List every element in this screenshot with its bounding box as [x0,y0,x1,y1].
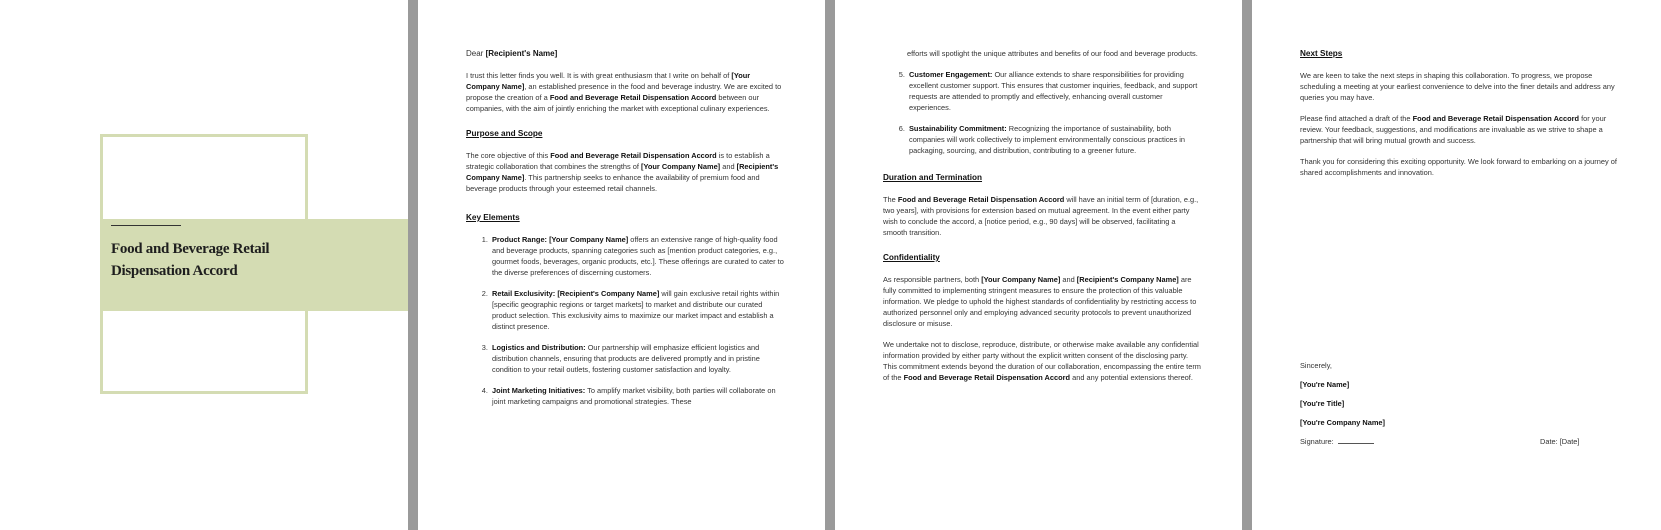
accord-name: Food and Beverage Retail Dispensation Accord [897,195,1065,204]
item-text: To amplify market visibility, both parties will collaborate on joint marketing campaigns and promotional strategies. These [492,386,776,406]
key-elements-heading: Key Elements [466,213,520,222]
duration-heading: Duration and Termination [883,173,983,182]
signature-row [1300,436,1618,447]
next-text-2b: for your review. Your feedback, suggestions, and modifications are invaluable as we strive to shape a partnership that will bring mutual growth and success. [1300,114,1607,145]
item-label: Retail Exclusivity: [492,289,556,298]
purpose-text-4: . This partnership seeks to enhance the availability of premium food and beverage products through your esteemed retail channels. [466,173,760,193]
confidentiality-paragraph-1 [883,274,1201,329]
page-3 [835,0,1242,530]
list-item [907,123,1201,156]
intro-text-3: between our companies, with the aim of jointly enriching the market with exceptional culinary experiences. [466,93,770,113]
recipient-company-placeholder: [Recipient's Company Name] [466,162,779,182]
cover-title: Food and Beverage Retail Dispensation Accord [111,241,270,279]
purpose-heading: Purpose and Scope [466,129,543,138]
duration-paragraph [883,194,1201,238]
conf-text-1: As responsible partners, both [883,275,980,284]
your-company-placeholder: [Your Company Name] [641,162,721,171]
purpose-text-2: is to establish a strategic collaboration that combines the strengths of [466,151,770,171]
accord-name: Food and Beverage Retail Dispensation Accord [550,151,717,160]
your-company-placeholder: [Your Company Name] [549,235,629,244]
key-elements-list [466,234,784,407]
your-company-placeholder: [Your Company Name] [466,71,751,91]
recipient-name: [Recipient's Name] [485,49,558,58]
conf-text-5: and any potential extensions thereof. [1072,373,1193,382]
confidentiality-paragraph-2 [883,339,1201,383]
recipient-company-placeholder: [Recipient's Company Name] [1076,275,1179,284]
intro-text-2: , an established presence in the food and beverage industry. We are excited to propose the creation of a [466,82,782,102]
list-item [490,342,784,375]
page-cover [0,0,408,530]
signer-title: [You're Title] [1300,399,1345,408]
list-item [490,385,784,407]
item-text: offers an extensive range of high-quality food and beverage products, spanning categories such as [mention product categories, e.g., gourmet foods, beverages, organic products, etc.]. These offerings are curated to cater to the diverse preferences of discerning customers. [492,235,784,277]
signature-line [1338,443,1374,444]
item-text: will gain exclusive retail rights within [specific geographic regions or target markets] to market and distribute our curated product selection. This exclusivity aims to maximize our market impact and establish a distinct presence. [492,289,780,331]
page-2 [418,0,825,530]
salutation [466,48,784,59]
sincerely: Sincerely, [1300,361,1332,370]
key-elements-list-continued [883,69,1201,156]
accord-name: Food and Beverage Retail Dispensation Accord [903,373,1071,382]
list-item [907,69,1201,113]
intro-text-1: I trust this letter finds you well. It is with great enthusiasm that I write on behalf of [466,71,730,80]
date-label: Date: [Date] [1540,437,1580,446]
list-continuation: efforts will spotlight the unique attributes and benefits of our food and beverage products. [907,49,1198,58]
cover-title-band [100,219,408,311]
next-steps-heading: Next Steps [1300,49,1343,58]
page-3-body [883,48,1201,393]
next-steps-paragraph-3: Thank you for considering this exciting opportunity. We look forward to embarking on a journey of shared accomplishments and innovation. [1300,157,1617,177]
item-label: Logistics and Distribution: [492,343,586,352]
next-text-2a: Please find attached a draft of the [1300,114,1411,123]
page-2-body [466,48,784,417]
item-label: Customer Engagement: [909,70,993,79]
accord-name: Food and Beverage Retail Dispensation Accord [549,93,717,102]
item-text: Our alliance extends to share responsibilities for providing excellent customer support. This ensures that customer inquiries, feedback, and support requests are attended to promptly and effectively, enhancing overall customer experiences. [909,70,1198,112]
purpose-text-3: and [722,162,735,171]
item-text: Our partnership will emphasize efficient logistics and distribution channels, ensuring that products are delivered promptly and in pristine condition to your retail outlets, fostering customer satisfaction and loyalty. [492,343,760,374]
item-label: Joint Marketing Initiatives: [492,386,586,395]
page-4 [1252,0,1661,530]
cover-rule [111,225,181,226]
signer-company: [You're Company Name] [1300,418,1385,427]
conf-text-4: We undertake not to disclose, reproduce, distribute, or otherwise make available any confidential information provided by either party without the explicit written consent of the disclosing party. This commitment extends beyond the duration of our collaboration, encompassing the entire term of the [883,340,1201,382]
item-label: Product Range: [492,235,548,244]
salutation-dear: Dear [466,49,484,58]
duration-text-2: will have an initial term of [duration, e.g., two years], with provisions for extension based on mutual agreement. In the event either party wish to conclude the accord, a [notice period, e.g., 90 days] will be observed, facilitating a smooth transition. [883,195,1199,237]
item-label: Sustainability Commitment: [909,124,1007,133]
signature-block [1300,360,1618,447]
signature-label: Signature: [1300,437,1334,446]
your-company-placeholder: [Your Company Name] [981,275,1061,284]
purpose-text-1: The core objective of this [466,151,549,160]
list-item [490,288,784,332]
list-item [490,234,784,278]
conf-text-2: and [1062,275,1075,284]
next-steps-paragraph-2 [1300,113,1618,146]
signer-name: [You're Name] [1300,380,1350,389]
recipient-company-placeholder: [Recipient's Company Name] [557,289,660,298]
confidentiality-heading: Confidentiality [883,253,940,262]
next-steps-paragraph-1: We are keen to take the next steps in shaping this collaboration. To progress, we propose scheduling a meeting at your earliest convenience to delve into the finer details and address any queries you may have. [1300,71,1615,102]
purpose-paragraph [466,150,784,194]
conf-text-3: are fully committed to implementing stringent measures to ensure the protection of this valuable information. We pledge to uphold the highest standards of confidentiality by restricting access to authorized personnel only and employing advanced security protocols to prevent unauthorized disclosure or misuse. [883,275,1197,328]
accord-name: Food and Beverage Retail Dispensation Accord [1412,114,1580,123]
duration-text-1: The [883,195,896,204]
intro-paragraph [466,70,784,114]
item-text: Recognizing the importance of sustainability, both companies will work collectively to implement environmentally conscious practices in packaging, sourcing, and distribution, contributing to a greener future. [909,124,1186,155]
page-4-body [1300,48,1618,188]
